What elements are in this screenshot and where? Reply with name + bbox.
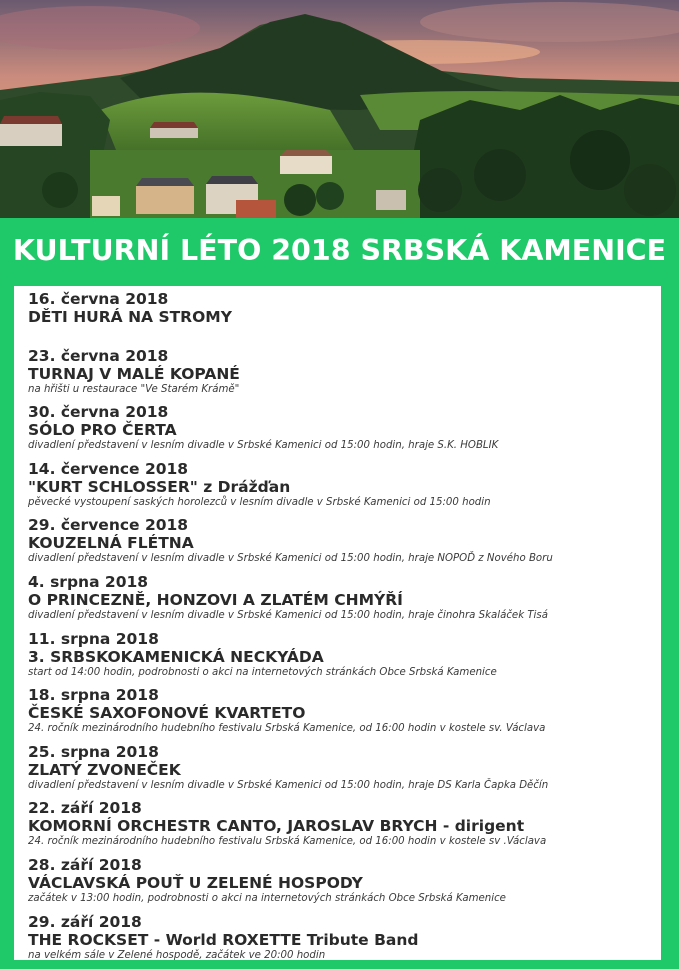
event-name: 3. SRBSKOKAMENICKÁ NECKYÁDA [28,647,324,666]
event-date: 29. září 2018 [28,912,142,931]
event-name: "KURT SCHLOSSER" z Drážďan [28,477,291,496]
event-item [28,686,661,743]
event-date: 22. září 2018 [28,799,142,818]
event-description: na hřišti u restaurace "Ve Starém Krámě" [28,383,240,395]
event-name: ČESKÉ SAXOFONOVÉ KVARTETO [28,704,306,723]
event-name: KOUZELNÁ FLÉTNA [28,534,194,553]
event-date: 16. června 2018 [28,290,169,308]
event-description: start od 14:00 hodin, podrobnosti o akci na internetových stránkách Obce Srbská Kamenice [28,666,497,678]
event-item [28,403,661,460]
event-item [28,630,661,687]
event-description: divadlení představení v lesním divadle v Srbské Kamenici od 15:00 hodin, hraje NOPOĎ z Nového Boru [28,553,553,565]
event-date: 30. června 2018 [28,403,169,422]
event-name: TURNAJ V MALÉ KOPANÉ [28,364,240,383]
event-date: 29. července 2018 [28,516,189,535]
event-description: 24. ročník mezinárodního hudebního festivalu Srbská Kamenice, od 16:00 hodin v kostele sv .Václava [28,836,547,848]
event-date: 28. září 2018 [28,855,142,874]
event-name: DĚTI HURÁ NA STROMY [28,308,232,326]
event-item [28,573,661,630]
event-description: 24. ročník mezinárodního hudebního festivalu Srbská Kamenice, od 16:00 hodin v kostele sv. Václava [28,723,546,735]
event-name: KOMORNÍ ORCHESTR CANTO, JAROSLAV BRYCH - dirigent [28,817,525,836]
event-name: ZLATÝ ZVONEČEK [28,760,181,779]
event-item [28,799,661,856]
events-panel [12,284,663,960]
event-name: VÁCLAVSKÁ POUŤ U ZELENÉ HOSPODY [28,873,363,892]
event-item [28,743,661,800]
event-date: 14. července 2018 [28,459,189,478]
event-description: pěvecké vystoupení saských horolezců v lesním divadle v Srbské Kamenici od 15:00 hodin [28,496,491,508]
event-date: 4. srpna 2018 [28,572,149,591]
event-description: divadlení představení v lesním divadle v Srbské Kamenici od 15:00 hodin, hraje DS Karla Čapka Děčín [28,779,549,791]
event-name: O PRINCEZNĚ, HONZOVI A ZLATÉM CHMÝŘÍ [28,590,403,609]
event-item [28,347,661,404]
event-description: začátek v 13:00 hodin, podrobnosti o akci na internetových stránkách Obce Srbská Kamenice [28,892,506,904]
event-item [28,460,661,517]
event-item [28,913,661,969]
event-date: 18. srpna 2018 [28,686,159,705]
event-description: divadlení představení v lesním divadle v Srbské Kamenici od 15:00 hodin, hraje činohra Skaláček Tisá [28,609,548,621]
event-date: 11. srpna 2018 [28,629,159,648]
event-description: na velkém sále v Zelené hospodě, začátek ve 20:00 hodin [28,949,326,961]
event-name: SÓLO PRO ČERTA [28,421,177,440]
event-item [28,516,661,573]
event-description: divadlení představení v lesním divadle v Srbské Kamenici od 15:00 hodin, hraje S.K. HOBLIK [28,440,499,452]
header-landscape-photo [0,0,679,218]
title-bar [0,218,679,282]
event-item [28,290,661,347]
page-title: KULTURNÍ LÉTO 2018 SRBSKÁ KAMENICE [12,233,667,267]
event-name: THE ROCKSET - World ROXETTE Tribute Band [28,930,419,949]
event-item [28,856,661,913]
event-date: 25. srpna 2018 [28,742,159,761]
event-date: 23. června 2018 [28,346,169,365]
